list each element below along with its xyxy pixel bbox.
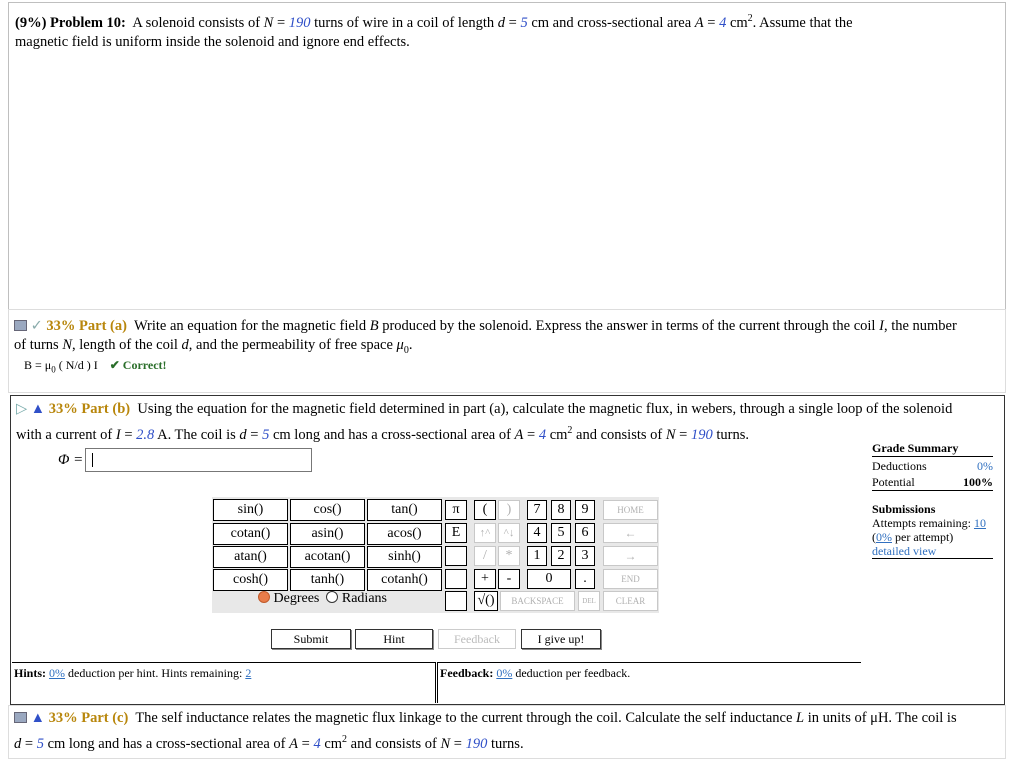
hints-remaining: 2 [245, 666, 252, 680]
backspace-button[interactable]: BACKSPACE [500, 591, 575, 611]
digit-0-button[interactable]: 0 [527, 569, 571, 589]
atan-button[interactable]: atan() [213, 546, 288, 568]
tanh-button[interactable]: tanh() [290, 569, 365, 591]
sqrt-button[interactable]: √() [474, 591, 498, 611]
digit-9-button[interactable]: 9 [575, 500, 595, 520]
part-b-label: Part (b) [81, 401, 131, 417]
rparen-button[interactable]: ) [498, 500, 520, 520]
end-button[interactable]: END [603, 569, 658, 589]
checkmark-icon: ✓ [30, 318, 43, 334]
up-button[interactable]: ↑^ [474, 523, 496, 543]
envelope-icon [14, 712, 27, 723]
radians-radio[interactable] [326, 591, 338, 603]
digit-1-button[interactable]: 1 [527, 546, 547, 566]
feedback-button[interactable]: Feedback [438, 629, 516, 649]
hints-text: Hints: 0% deduction per hint. Hints remaining: 2 [14, 666, 252, 680]
problem-label: Problem 10: [50, 14, 126, 31]
digit-8-button[interactable]: 8 [551, 500, 571, 520]
cosh-button[interactable]: cosh() [213, 569, 288, 591]
submissions: Submissions Attempts remaining: 10 (0% per attempt) detailed view [872, 502, 993, 559]
part-c-statement: ▲ 33% Part (c) The self inductance relates the magnetic flux linkage to the current through the coil. Calculate the self inductance L in units of μH. The coil is d = 5 cm long and has a cross-sectional area of A = 4 $cm^2$ and consists of N = 190 turns. [14, 710, 957, 752]
warning-icon: ▲ [30, 401, 46, 417]
give-up-button[interactable]: I give up! [521, 629, 601, 649]
play-icon: ▷ [16, 401, 28, 417]
blank-key [445, 546, 467, 566]
digit-5-button[interactable]: 5 [551, 523, 571, 543]
asin-button[interactable]: asin() [290, 523, 365, 545]
home-button[interactable]: HOME [603, 500, 658, 520]
part-a-answer: $B = \mu_0$ ( N/d ) I ✔ Correct! [24, 358, 167, 375]
part-b-statement: ▷ ▲ 33% Part (b) Using the equation for the magnetic field determined in part (a), calculate the magnetic flux, in webers, through a single loop of the solenoid with a current of I = 2.8 A. The coil is d = 5 cm long and has a cross-sectional area of A = 4 $cm^2$ and consists of N = 190 turns. [16, 401, 953, 443]
decimal-button[interactable]: . [575, 569, 595, 589]
down-button[interactable]: ^↓ [498, 523, 520, 543]
clear-button[interactable]: CLEAR [603, 591, 658, 611]
minus-button[interactable]: - [498, 569, 520, 589]
digit-4-button[interactable]: 4 [527, 523, 547, 543]
digit-6-button[interactable]: 6 [575, 523, 595, 543]
correct-badge: ✔ Correct! [109, 358, 167, 372]
part-a-statement: ✓ 33% Part (a) Write an equation for the magnetic field B produced by the solenoid. Express the answer in terms of the current through the coil I, the number of turns N, length of the coil d, and the permeability of free space $\mu_0$. [14, 318, 957, 356]
digit-3-button[interactable]: 3 [575, 546, 595, 566]
blank-key [445, 591, 467, 611]
problem-statement: (9%) Problem 10: A solenoid consists of N = 190 turns of wire in a coil of length d = 5 cm and cross-sectional area A = 4 $cm^2$. Assume that the magnetic field is uniform inside the solenoid and ignore end effects. [15, 13, 853, 50]
digit-2-button[interactable]: 2 [551, 546, 571, 566]
lparen-button[interactable]: ( [474, 500, 496, 520]
feedback-text: Feedback: 0% deduction per feedback. [440, 666, 631, 680]
grade-summary-title: Grade Summary [872, 441, 993, 457]
right-arrow-button[interactable]: → [603, 546, 658, 566]
sinh-button[interactable]: sinh() [367, 546, 442, 568]
slash-button[interactable]: / [474, 546, 496, 566]
plus-button[interactable]: + [474, 569, 496, 589]
digit-7-button[interactable]: 7 [527, 500, 547, 520]
acos-button[interactable]: acos() [367, 523, 442, 545]
phi-label: Φ = [58, 452, 84, 468]
cotan-button[interactable]: cotan() [213, 523, 288, 545]
envelope-icon [14, 320, 27, 331]
detailed-view-link[interactable]: detailed view [872, 544, 937, 558]
sin-button[interactable]: sin() [213, 499, 288, 521]
phi-input[interactable] [85, 448, 312, 472]
acotan-button[interactable]: acotan() [290, 546, 365, 568]
submit-button[interactable]: Submit [271, 629, 351, 649]
blank-key [445, 569, 467, 589]
grade-summary: Grade Summary Deductions 0% Potential 100% [872, 441, 993, 489]
left-arrow-button[interactable]: ← [603, 523, 658, 543]
part-c-label: Part (c) [81, 710, 129, 726]
attempts-remaining: 10 [973, 516, 986, 530]
E-button[interactable]: E [445, 523, 467, 543]
pi-button[interactable]: π [445, 500, 467, 520]
cos-button[interactable]: cos() [290, 499, 365, 521]
del-button[interactable]: DEL [578, 591, 600, 611]
degrees-radio[interactable] [258, 591, 270, 603]
hint-button[interactable]: Hint [355, 629, 433, 649]
cotanh-button[interactable]: cotanh() [367, 569, 442, 591]
warning-icon: ▲ [30, 710, 45, 726]
angle-mode: Degrees Radians [258, 591, 387, 607]
tan-button[interactable]: tan() [367, 499, 442, 521]
part-a-label: Part (a) [79, 318, 127, 334]
star-button[interactable]: * [498, 546, 520, 566]
problem-weight: (9%) [15, 14, 47, 31]
